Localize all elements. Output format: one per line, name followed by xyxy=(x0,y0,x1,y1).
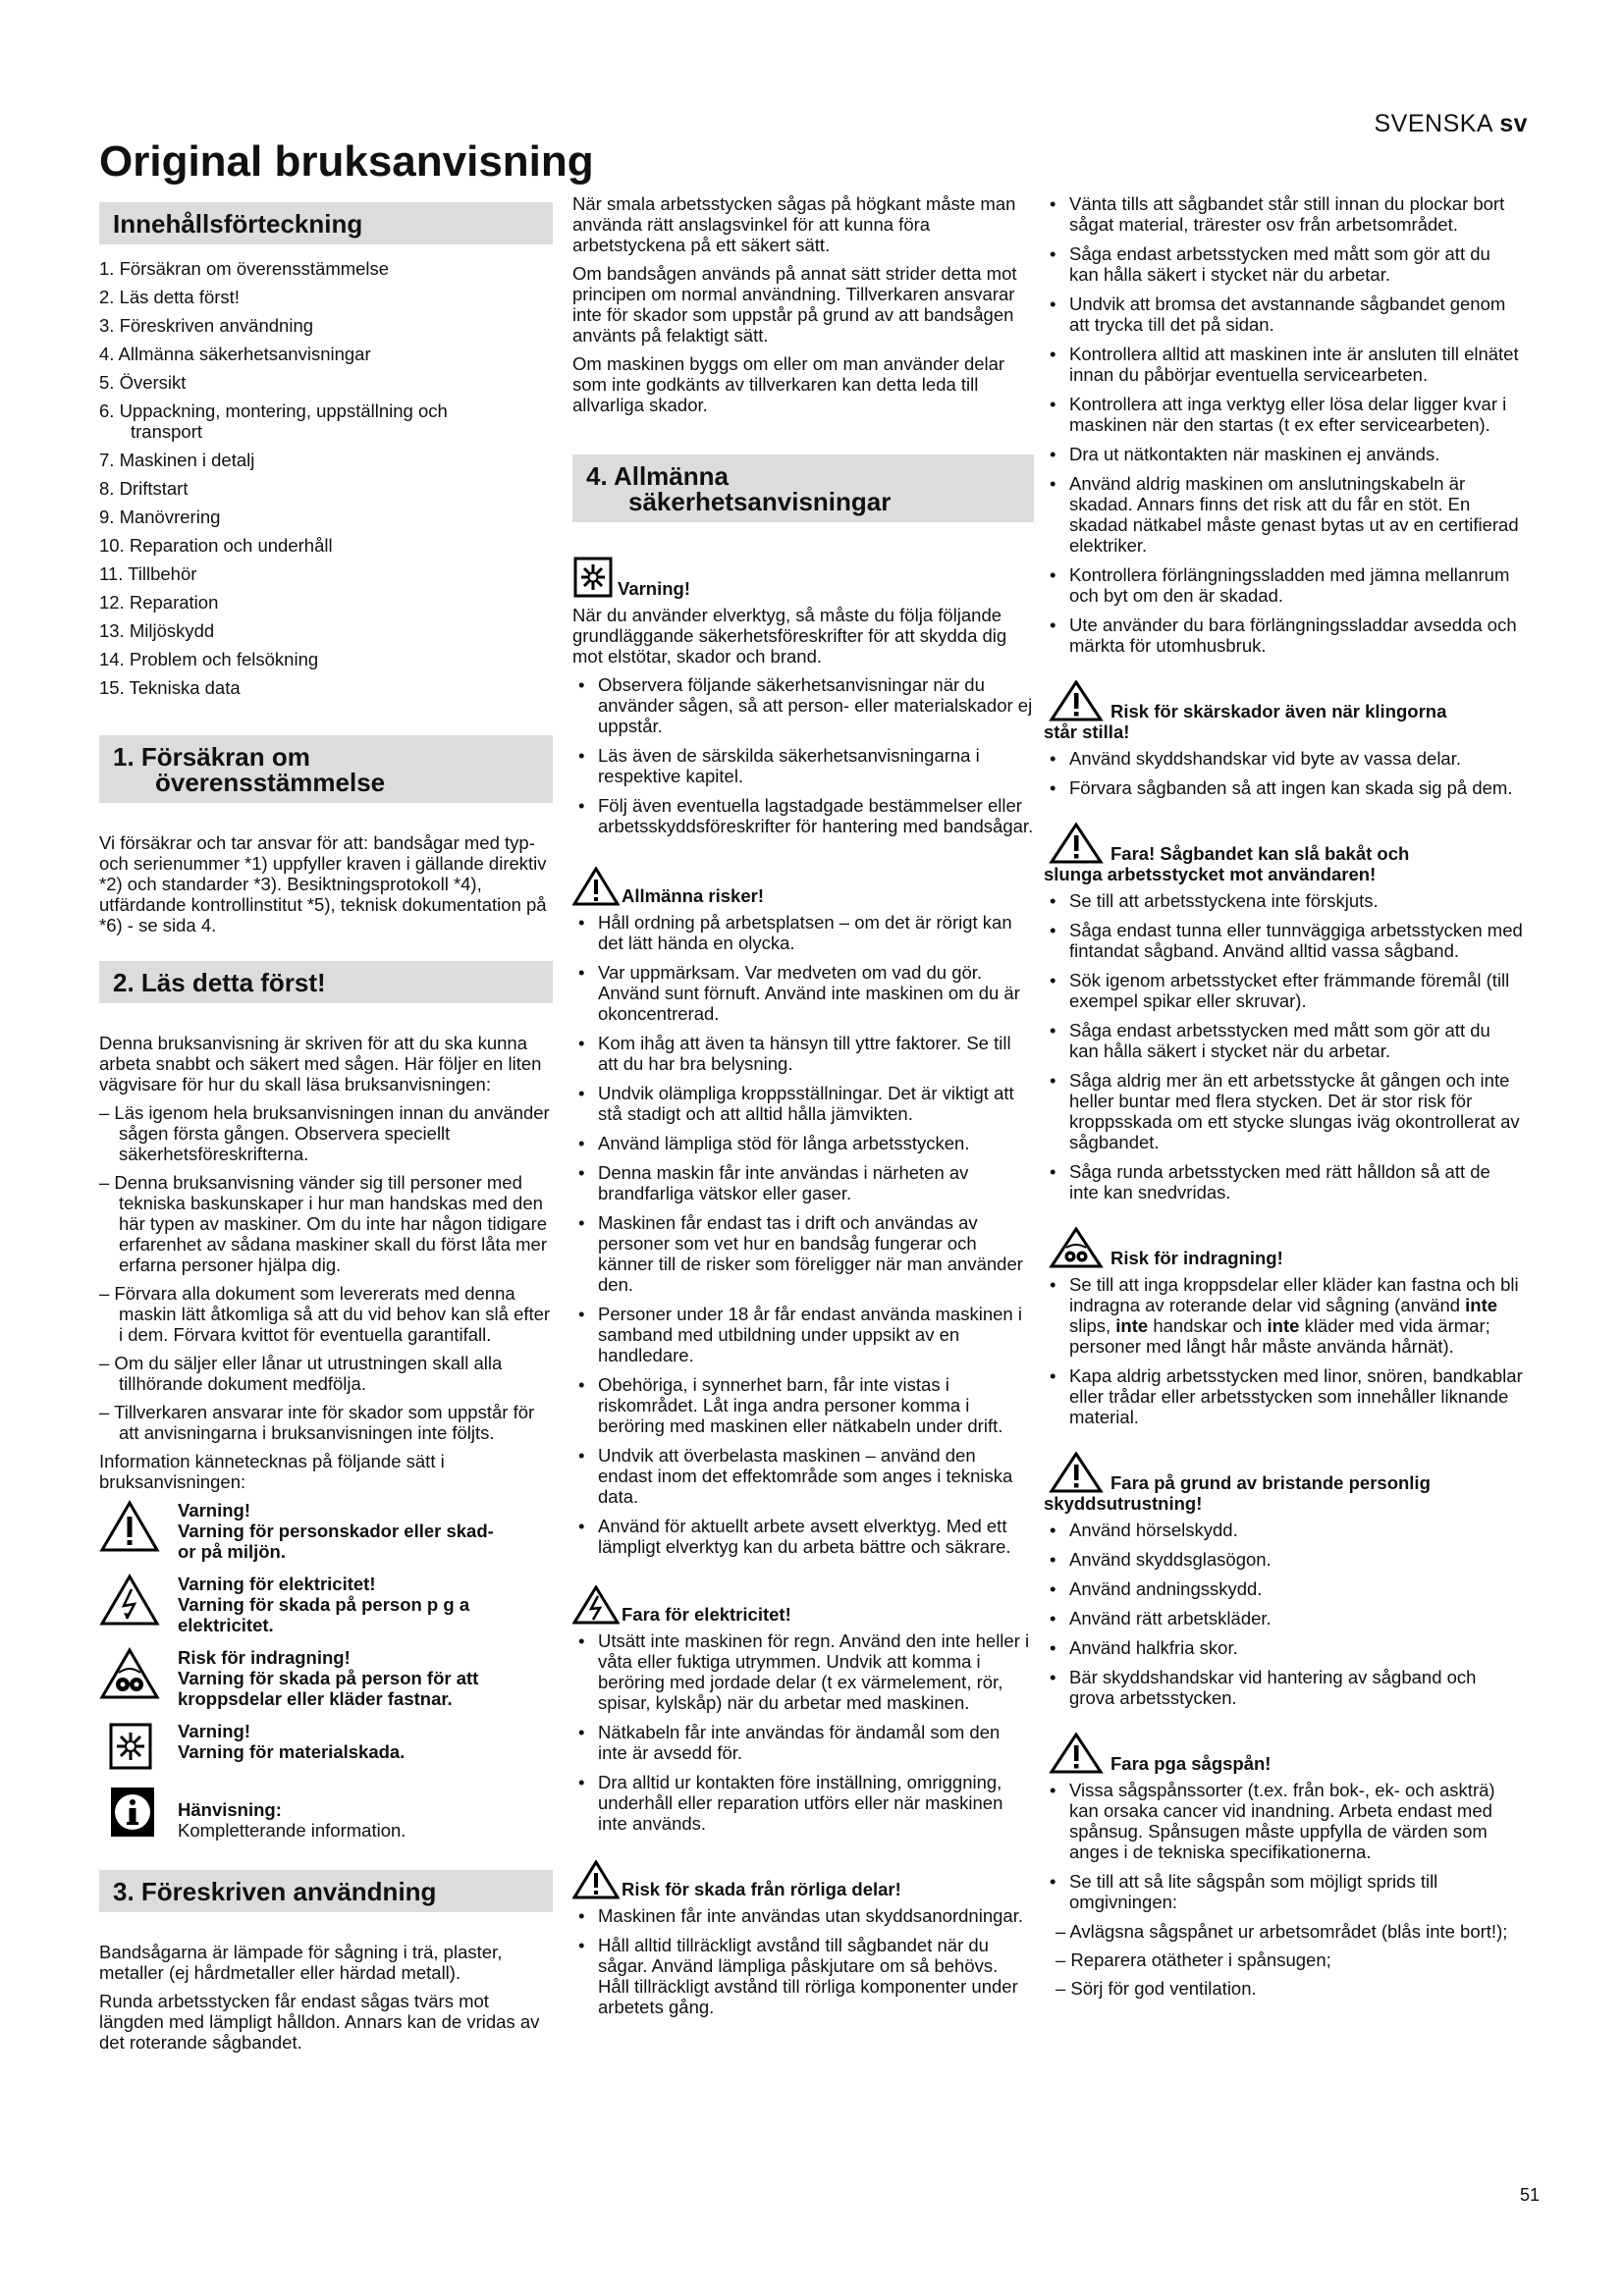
list-item: • Bär skyddshandskar vid hantering av sågband och grova arbetsstycken. xyxy=(1044,1667,1523,1708)
dust-dash-item: – Reparera otätheter i spånsugen; xyxy=(1056,1949,1331,1970)
section-2-heading: 2. Läs detta först! xyxy=(99,961,553,1003)
list-item: • Se till att arbetsstyckena inte förskjuts. xyxy=(1044,890,1523,911)
list-item: • Såga endast arbetsstycken med mått som gör att du kan hålla säkert i stycket när du arbetar. xyxy=(1044,1020,1523,1061)
electric-list xyxy=(572,1630,1034,1834)
section-2-dash-item: – Denna bruksanvisning vänder sig till personer med tekniska baskunskaper i hur man handskas med den här typen av maskiner. Om du inte har någon tidigare erfarenhet av sådana maskiner skall du först låta mer erfarna personer hjälpa dig. xyxy=(99,1172,548,1275)
list-item: • Använd rätt arbetskläder. xyxy=(1044,1608,1523,1629)
list-item: • Kapa aldrig arbetsstycken med linor, snören, bandkablar eller trådar eller arbetsstycken som innehåller liknande material. xyxy=(1044,1365,1523,1427)
list-item: • Undvik att bromsa det avstannande sågbandet genom att trycka till det på sidan. xyxy=(1044,294,1523,335)
language-label: SVENSKA sv xyxy=(1374,110,1528,137)
ppe-list xyxy=(1044,1520,1523,1708)
legend-row: Risk för indragning! Varning för skada på person för att kroppsdelar eller kläder fastnar. xyxy=(99,1647,553,1709)
list-item: • Se till att så lite sågspån som möjligt sprids till omgivningen: xyxy=(1044,1871,1523,1912)
list-item: • Undvik olämpliga kroppsställningar. Det är viktigt att stå stadigt och att alltid hålla jämvikten. xyxy=(572,1083,1034,1124)
moving-parts-list xyxy=(572,1905,1034,2017)
section-3-p1: Bandsågarna är lämpade för sågning i trä, plaster, metaller (ej hårdmetaller eller härdad metall). xyxy=(99,1942,503,1983)
list-item: • Vissa sågspånssorter (t.ex. från bok-, ek- och askträ) kan orsaka cancer vid inandning. Arbeta endast med spånsug. Spånsugen måste uppfylla de värden som anges i de tekniska specifikationerna. xyxy=(1044,1780,1523,1862)
warning-triangle-icon xyxy=(572,1860,620,1899)
col2-paragraph: Om bandsågen används på annat sätt strider detta mot principen om normal användning. Tillverkaren ansvarar inte för skador som uppstår på grund av att bandsågen använts på felaktigt sätt. xyxy=(572,263,1017,346)
list-item: • Läs även de särskilda säkerhetsanvisningarna i respektive kapitel. xyxy=(572,745,1034,786)
list-item: • Använd skyddsglasögon. xyxy=(1044,1549,1523,1570)
list-item: • Såga aldrig mer än ett arbetsstycke åt gången och inte heller buntar med flera stycken. Det är stor risk för kroppsskada om ett stycke slungas iväg okontrollerat av sågbandet. xyxy=(1044,1070,1523,1152)
dust-dash-item: – Avlägsna sågspånet ur arbetsområdet (blås inte bort!); xyxy=(1056,1921,1508,1942)
kickback-list xyxy=(1044,890,1523,1202)
column-2 xyxy=(572,193,1034,2026)
list-item: • Såga endast tunna eller tunnväggiga arbetsstycken med fintandat sågband. Använd alltid vassa sågband. xyxy=(1044,920,1523,961)
list-item: • Håll ordning på arbetsplatsen – om det är rörigt kan det lätt hända en olycka. xyxy=(572,912,1034,953)
list-item: • Använd skyddshandskar vid byte av vassa delar. xyxy=(1044,748,1523,769)
toc-item[interactable]: 4. Allmänna säkerhetsanvisningar xyxy=(99,344,371,364)
list-item: • Såga runda arbetsstycken med rätt hålldon så att de inte kan snedvridas. xyxy=(1044,1161,1523,1202)
list-item: • Använd för aktuellt arbete avsett elverktyg. Med ett lämpligt elverktyg kan du arbeta bättre och säkrare. xyxy=(572,1516,1034,1557)
list-item: • Nätkabeln får inte användas för ändamål som den inte är avsedd för. xyxy=(572,1722,1034,1763)
dust-list xyxy=(1044,1780,1523,1912)
dust-heading: Fara pga sågspån! xyxy=(1044,1733,1523,1774)
list-item: • Sök igenom arbetsstycket efter främmande föremål (till exempel spikar eller skruvar). xyxy=(1044,970,1523,1011)
list-item: • Förvara sågbanden så att ingen kan skada sig på dem. xyxy=(1044,777,1523,798)
toc-item[interactable]: 8. Driftstart xyxy=(99,478,189,499)
list-item: • Undvik att överbelasta maskinen – använd den endast inom det effektområde som anges i tekniska data. xyxy=(572,1445,1034,1507)
section-2-intro: Denna bruksanvisning är skriven för att du ska kunna arbeta snabbt och säkert med sågen. Här följer en liten vägvisare för hur du skall läsa bruksanvisningen: xyxy=(99,1033,542,1095)
symbol-legend xyxy=(99,1500,553,1841)
entanglement-warning-icon xyxy=(99,1647,160,1700)
toc-item[interactable]: 5. Översikt xyxy=(99,372,187,393)
legend-row: Varning! Varning för personskador eller skad- or på miljön. xyxy=(99,1500,553,1562)
list-item: • Kontrollera att inga verktyg eller lösa delar ligger kvar i maskinen när den startas (t ex efter servicearbeten). xyxy=(1044,394,1523,435)
warning-bullets xyxy=(572,674,1034,836)
warning-text: När du använder elverktyg, så måste du följa följande grundläggande säkerhetsföreskrifter för att skydda dig mot elstötar, skador och brand. xyxy=(572,605,1007,667)
list-item: • Maskinen får endast tas i drift och användas av personer som vet hur en bandsåg fungerar och känner till de risker som föreligger när man använder den. xyxy=(572,1212,1034,1295)
section-3-heading: 3. Föreskriven användning xyxy=(99,1870,553,1912)
warning-triangle-icon xyxy=(1044,1733,1109,1774)
list-item: • Använd halkfria skor. xyxy=(1044,1637,1523,1658)
material-damage-icon xyxy=(572,556,616,599)
cut-risk-list xyxy=(1044,748,1523,798)
section-2-dash-item: – Om du säljer eller lånar ut utrustningen skall alla tillhörande dokument medfölja. xyxy=(99,1353,503,1394)
section-2-dash-item: – Förvara alla dokument som levererats med denna maskin lätt åtkomliga så att du vid behov kan slå efter i dem. Förvara kvittot för eventuella garantifall. xyxy=(99,1283,551,1345)
column-1 xyxy=(99,202,553,2060)
list-item: • Maskinen får inte användas utan skyddsanordningar. xyxy=(572,1905,1034,1926)
warning-triangle-icon xyxy=(1044,680,1109,721)
warning-triangle-icon xyxy=(1044,823,1109,864)
section-3-p2: Runda arbetsstycken får endast sågas tvärs mot längden med lämpligt hålldon. Annars kan de vridas av det roterande sågbandet. xyxy=(99,1991,540,2053)
kickback-heading: Fara! Sågbandet kan slå bakåt och slunga arbetsstycket mot användaren! xyxy=(1044,823,1523,884)
col2-paragraph: När smala arbetsstycken sågas på högkant måste man använda rätt anslagsvinkel för att kunna föra arbetstyckena på ett säkert sätt. xyxy=(572,193,1016,255)
list-item: • Använd andningsskydd. xyxy=(1044,1578,1523,1599)
section-2-dash-item: – Tillverkaren ansvarar inte för skador som uppstår för att anvisningarna i bruksanvisningen inte följts. xyxy=(99,1402,535,1443)
list-item: • Dra alltid ur kontakten före inställning, omriggning, underhåll eller reparation utförs eller när maskinen inte används. xyxy=(572,1772,1034,1834)
entanglement-heading: Risk för indragning! xyxy=(1044,1227,1523,1268)
list-item: • Utsätt inte maskinen för regn. Använd den inte heller i våta eller fuktiga utrymmen. Undvik att komma i beröring med jordade delar (t ex värmelement, rör, spisar, kylskåp) när du arbetar med maskinen. xyxy=(572,1630,1034,1713)
toc-item[interactable]: 2. Läs detta först! xyxy=(99,287,240,307)
moving-parts-heading: Risk för skada från rörliga delar! xyxy=(572,1860,1034,1899)
list-item: • Använd aldrig maskinen om anslutningskabeln är skadad. Annars finns det risk att du får en stöt. En skadad nätkabel måste genast bytas ut av en certifierad elektriker. xyxy=(1044,473,1523,556)
list-item: • Obehöriga, i synnerhet barn, får inte vistas i riskområdet. Låt inga andra personer komma i beröring med maskinen eller nätkabeln under drift. xyxy=(572,1374,1034,1436)
list-item: • Följ även eventuella lagstadgade bestämmelser eller arbetsskyddsföreskrifter för hantering med bandsågar. xyxy=(572,795,1034,836)
info-intro: Information kännetecknas på följande sätt i bruksanvisningen: xyxy=(99,1451,445,1492)
list-item: • Var uppmärksam. Var medveten om vad du gör. Använd sunt förnuft. Använd inte maskinen om du är okoncentrerad. xyxy=(572,962,1034,1024)
entanglement-list xyxy=(1044,1274,1523,1427)
cut-risk-heading: Risk för skärskador även när klingorna står stilla! xyxy=(1044,680,1523,742)
list-item: • Dra ut nätkontakten när maskinen ej används. xyxy=(1044,444,1523,464)
legend-row: Varning! Varning för materialskada. xyxy=(99,1721,553,1774)
list-item: • Vänta tills att sågbandet står still innan du plockar bort sågat material, trärester osv från arbetsområdet. xyxy=(1044,193,1523,235)
warning-triangle-icon xyxy=(572,867,620,906)
entanglement-warning-icon xyxy=(1044,1227,1109,1268)
list-item: • Kontrollera förlängningssladden med jämna mellanrum och byt om den är skadad. xyxy=(1044,564,1523,606)
electric-heading: Fara för elektricitet! xyxy=(572,1585,1034,1625)
section-1-body: Vi försäkrar och tar ansvar för att: bandsågar med typ- och serienummer *1) uppfyller kraven i gällande direktiv *2) och standarder *3). Besiktningsprotokoll *4), utfärdande kontrollinstitut *5), teknisk dokumentation på *6) - se sida 4. xyxy=(99,832,547,935)
toc-item[interactable]: 6. Uppackning, montering, uppställning och transport xyxy=(99,400,448,442)
toc-heading: Innehållsförteckning xyxy=(99,202,553,244)
document-title: Original bruksanvisning xyxy=(99,137,594,186)
list-item: • Ute använder du bara förlängningssladdar avsedda och märkta för utomhusbruk. xyxy=(1044,614,1523,656)
warning-triangle-icon xyxy=(1044,1452,1109,1493)
toc-item[interactable]: 12. Reparation xyxy=(99,592,219,613)
page-number: 51 xyxy=(1519,2185,1540,2205)
column-3 xyxy=(1044,193,1523,2006)
warning-triangle-icon xyxy=(99,1500,160,1553)
electric-warning-icon xyxy=(572,1585,620,1625)
section-1-heading: 1. Försäkran om överensstämmelse xyxy=(99,735,553,803)
dust-dash-item: – Sörj för god ventilation. xyxy=(1056,1978,1257,1999)
legend-row: Varning för elektricitet! Varning för skada på person p g a elektricitet. xyxy=(99,1574,553,1635)
toc-item[interactable]: 15. Tekniska data xyxy=(99,677,241,698)
toc-item[interactable]: 7. Maskinen i detalj xyxy=(99,450,255,470)
list-item: • Såga endast arbetsstycken med mått som gör att du kan hålla säkert i stycket när du arbetar. xyxy=(1044,243,1523,285)
toc-item[interactable]: 14. Problem och felsökning xyxy=(99,649,319,669)
list-item: • Kontrollera alltid att maskinen inte är ansluten till elnätet innan du påbörjar eventuella servicearbeten. xyxy=(1044,344,1523,385)
section-4-heading: 4. Allmänna säkerhetsanvisningar xyxy=(572,454,1034,522)
ppe-heading: Fara på grund av bristande personlig skyddsutrustning! xyxy=(1044,1452,1523,1514)
material-damage-icon xyxy=(99,1721,160,1774)
toc-item[interactable]: 11. Tillbehör xyxy=(99,563,197,584)
general-risks-heading: Allmänna risker! xyxy=(572,867,1034,906)
list-item: • Personer under 18 år får endast använda maskinen i samband med utbildning under uppsikt av en handledare. xyxy=(572,1304,1034,1365)
legend-row: Hänvisning: Kompletterande information. xyxy=(99,1786,553,1841)
toc-item[interactable]: 13. Miljöskydd xyxy=(99,620,215,641)
warning-heading: Varning! xyxy=(572,556,1034,599)
section-2-dash-item: – Läs igenom hela bruksanvisningen innan du använder sågen första gången. Observera speciellt säkerhetsföreskrifterna. xyxy=(99,1102,550,1164)
col2-paragraph: Om maskinen byggs om eller om man använder delar som inte godkänts av tillverkaren kan detta leda till allvarliga skador. xyxy=(572,353,1005,415)
general-risks-list xyxy=(572,912,1034,1557)
toc-item[interactable]: 1. Försäkran om överensstämmelse xyxy=(99,258,390,279)
toc-item[interactable]: 9. Manövrering xyxy=(99,507,221,527)
electric-warning-icon xyxy=(99,1574,160,1627)
info-icon xyxy=(99,1786,160,1839)
safety-list-top xyxy=(1044,193,1523,656)
toc-item[interactable]: 3. Föreskriven användning xyxy=(99,315,314,336)
list-item: • Håll alltid tillräckligt avstånd till sågbandet när du sågar. Använd lämpliga påskjutare om så behövs. Håll tillräckligt avstånd till rörliga komponenter under arbetets gång. xyxy=(572,1935,1034,2017)
list-item: • Kom ihåg att även ta hänsyn till yttre faktorer. Se till att du har bra belysning. xyxy=(572,1033,1034,1074)
list-item: • Använd hörselskydd. xyxy=(1044,1520,1523,1540)
list-item: • Använd lämpliga stöd för långa arbetsstycken. xyxy=(572,1133,1034,1153)
list-item: • Observera följande säkerhetsanvisningar när du använder sågen, så att person- eller materialskador ej uppstår. xyxy=(572,674,1034,736)
toc-item[interactable]: 10. Reparation och underhåll xyxy=(99,535,333,556)
table-of-contents xyxy=(99,258,553,698)
list-item: • Denna maskin får inte användas i närheten av brandfarliga vätskor eller gaser. xyxy=(572,1162,1034,1203)
list-item: • Se till att inga kroppsdelar eller kläder kan fastna och bli indragna av roterande delar vid sågning (använd inte slips, inte handskar och inte kläder med vida ärmar; personer med långt hår måste använda hårnät). xyxy=(1044,1274,1523,1357)
